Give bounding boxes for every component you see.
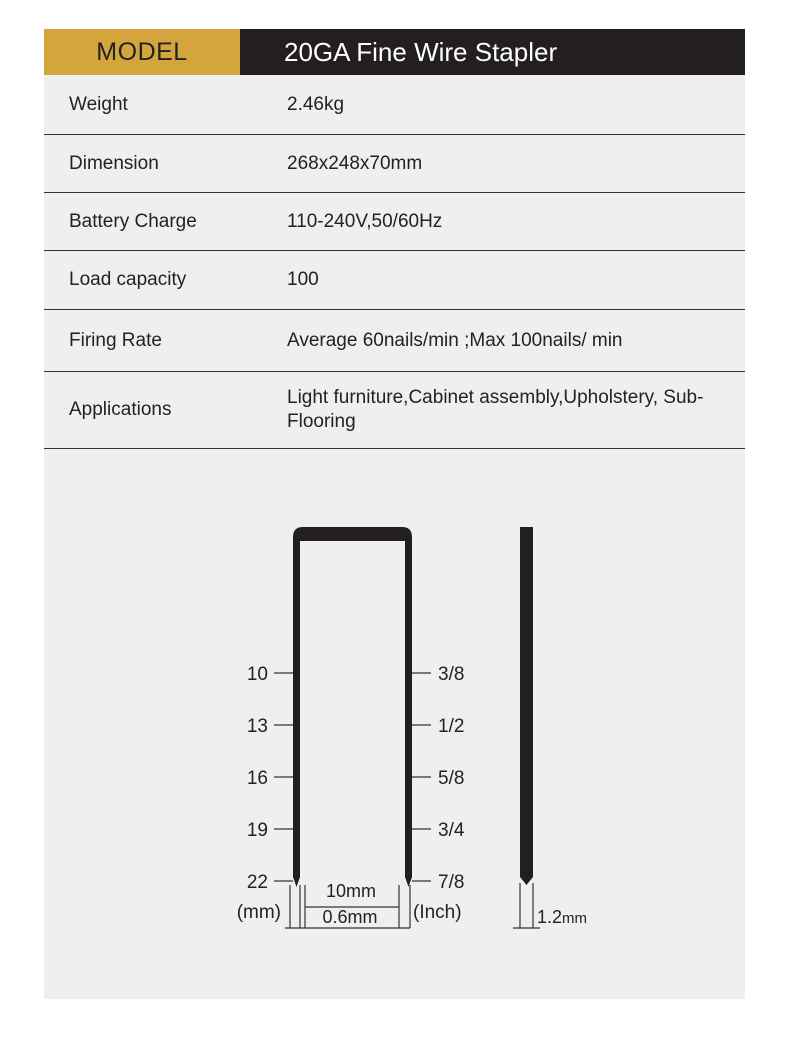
wire-thickness-label (537, 907, 587, 927)
spec-row-battery-charge (44, 193, 745, 251)
staple-shape-side (520, 527, 533, 877)
inch-labels (438, 664, 465, 893)
staple-side-point (520, 877, 533, 885)
mm-labels (247, 664, 268, 893)
staple-left-point (293, 877, 300, 887)
staple-right-point (405, 877, 412, 887)
spec-row-dimension (44, 135, 745, 193)
spec-label: Firing Rate (69, 329, 162, 351)
inch-length-label: 7/8 (438, 872, 465, 893)
inch-unit-label: (Inch) (413, 902, 462, 923)
mm-length-label: 10 (246, 664, 268, 685)
inch-length-label: 3/4 (438, 820, 465, 841)
spec-value: 268x248x70mm (287, 152, 423, 174)
mm-length-label: 13 (246, 716, 268, 737)
spec-row-firing-rate (44, 310, 745, 372)
staple-shape-front (293, 527, 412, 877)
spec-header (44, 29, 745, 75)
inch-length-label: 3/8 (438, 664, 465, 685)
inch-ticks (412, 673, 431, 881)
crown-width-label: 10mm (325, 881, 377, 901)
spec-label: Load capacity (69, 269, 187, 290)
spec-label: Applications (69, 399, 172, 420)
spec-value: Light furniture,Cabinet assembly,Upholstery, Sub-Flooring (287, 387, 704, 432)
wire-width-label: 0.6mm (322, 907, 378, 927)
spec-label: Battery Charge (69, 210, 197, 232)
product-title: 20GA Fine Wire Stapler (240, 29, 745, 75)
inch-length-label: 5/8 (438, 768, 465, 789)
mm-length-label: 19 (246, 820, 268, 841)
spec-row-weight (44, 75, 745, 135)
mm-ticks (274, 673, 293, 881)
mm-length-label: 22 (246, 872, 268, 893)
inch-length-label: 1/2 (438, 716, 465, 737)
staple-diagram-panel (44, 449, 745, 999)
spec-sheet (44, 29, 745, 449)
staple-diagram (44, 449, 745, 999)
spec-value: Average 60nails/min ;Max 100nails/ min (287, 329, 623, 351)
spec-row-applications (44, 372, 745, 449)
spec-label: Weight (69, 93, 128, 115)
wire-thickness-unit: mm (562, 910, 588, 927)
spec-value: 110-240V,50/60Hz (287, 210, 443, 232)
mm-length-label: 16 (246, 768, 268, 789)
mm-unit-label: (mm) (236, 902, 281, 923)
wire-thickness-value: 1.2 (537, 907, 563, 927)
spec-value: 100 (287, 269, 319, 290)
spec-value: 2.46kg (287, 93, 345, 115)
spec-label: Dimension (69, 152, 159, 174)
model-label: MODEL (44, 29, 240, 75)
spec-row-load-capacity (44, 251, 745, 310)
